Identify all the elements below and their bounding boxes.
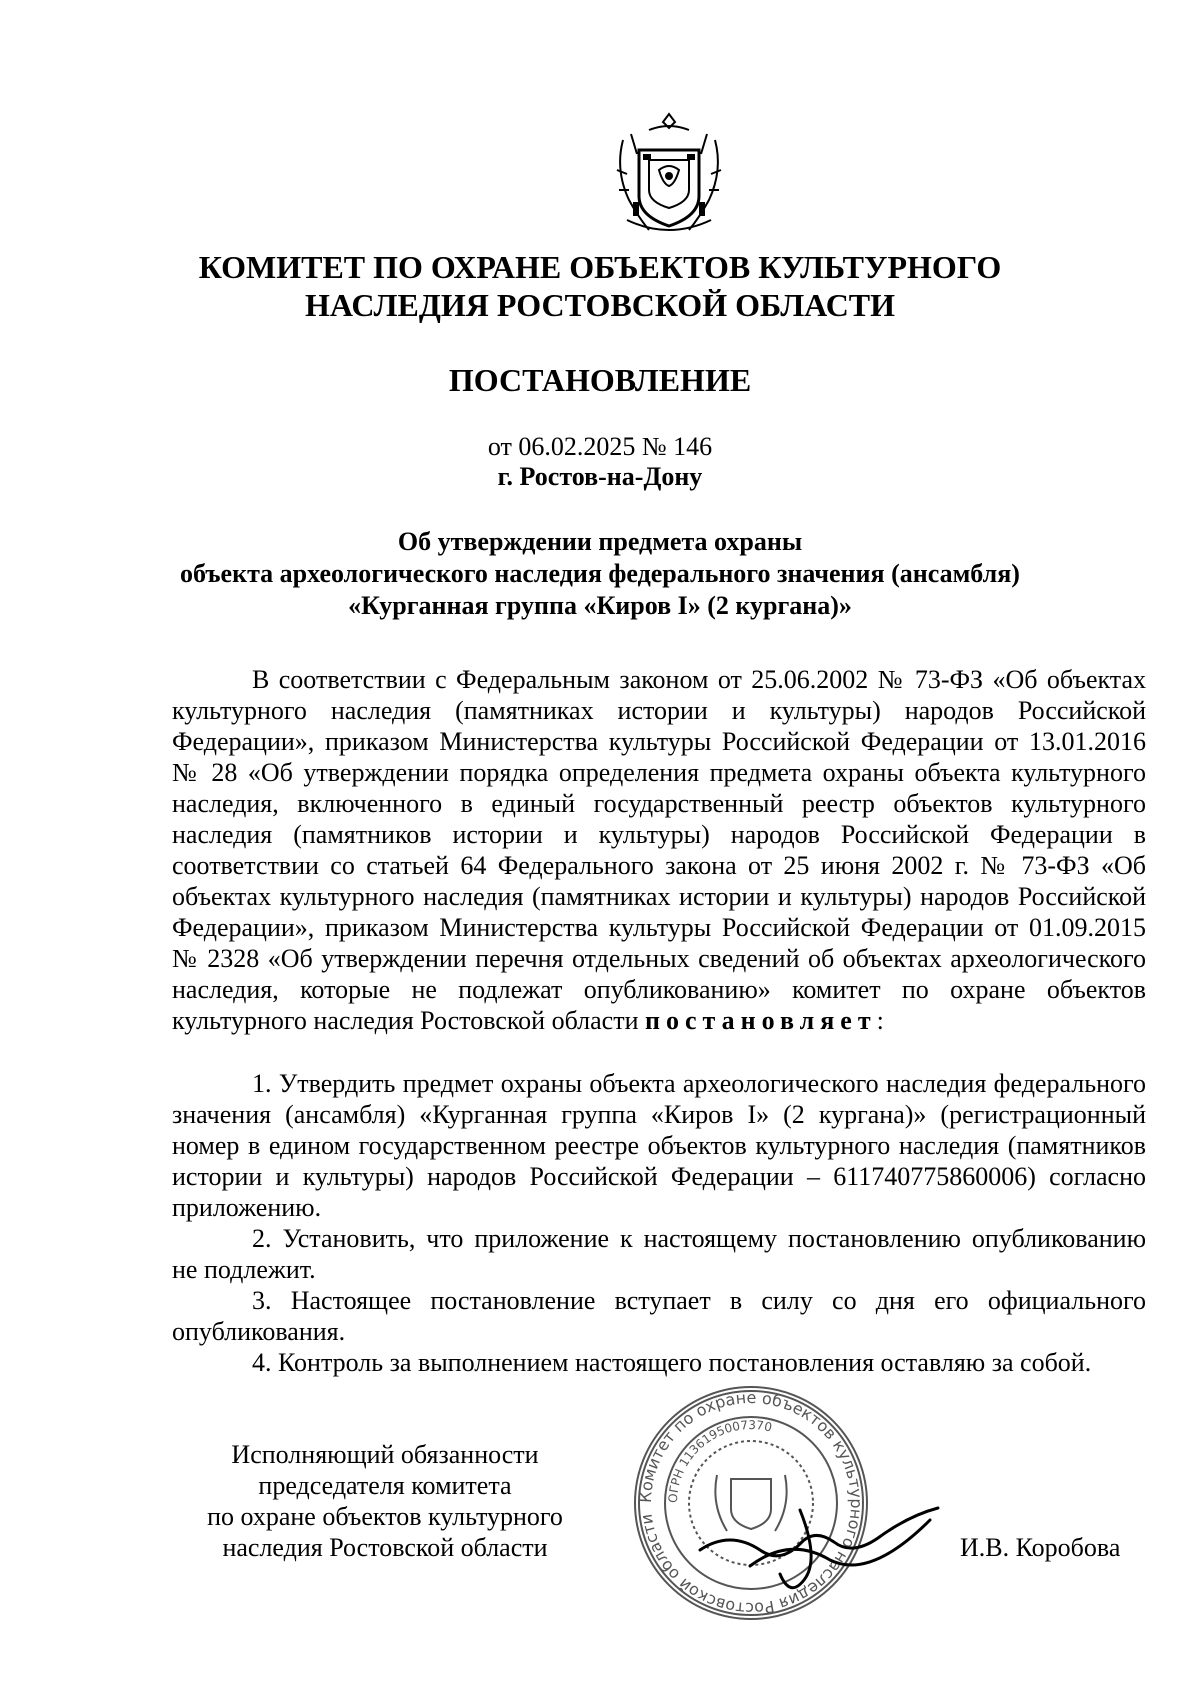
preamble-paragraph (172, 664, 1146, 1036)
org-line-1: КОМИТЕТ ПО ОХРАНЕ ОБЪЕКТОВ КУЛЬТУРНОГО (198, 249, 1002, 285)
decree-item-4: 4. Контроль за выполнением настоящего постановления оставляю за собой. (252, 1348, 1092, 1377)
city: г. Ростов-на-Дону (497, 462, 703, 491)
organization-name (0, 248, 1200, 324)
document-title (0, 526, 1200, 622)
preamble-text: В соответствии с Федеральным законом от 25.06.2002 № 73-ФЗ «Об объектах культурного наследия (памятниках истории и культуры) народов Российской Федерации», приказом Министерства культуры Российской Федерации от 13.01.2016 № 28 «Об утверждении порядка определения предмета охраны объекта культурного наследия, включенного в единый государственный реестр объектов культурного наследия (памятников истории и культуры) народов Российской Федерации в соответствии со статьей 64 Федерального закона от 25 июня 2002 г. № 73-ФЗ «Об объектах культурного наследия (памятниках истории и культуры) народов Российской Федерации», приказом Министерства культуры Российской Федерации от 01.09.2015 № 2328 «Об утверждении перечня отдельных сведений об объектах археологического наследия, которые не подлежат опубликованию» комитет по охране объектов культурного наследия Ростовской области (172, 665, 1146, 1035)
role-line-3: по охране объектов культурного (207, 1502, 563, 1531)
role-line-1: Исполняющий обязанности (231, 1440, 539, 1469)
signatory-role (170, 1439, 600, 1563)
title-line-2: объекта археологического наследия федерального значения (ансамбля) (180, 559, 1020, 588)
signatory-name: И.В. Коробова (960, 1533, 1121, 1562)
decree-item-1: 1. Утвердить предмет охраны объекта археологического наследия федерального значения (ансамбля) «Курганная группа «Киров I» (2 кургана)» (регистрационный номер в едином государственном реестре объектов культурного наследия (памятников истории и культуры) народов Российской Федерации – 611740775860006) согласно приложению. (172, 1069, 1146, 1222)
decree-item-3: 3. Настоящее постановление вступает в силу со дня его официального опубликования. (172, 1286, 1146, 1346)
org-line-2: НАСЛЕДИЯ РОСТОВСКОЙ ОБЛАСТИ (304, 287, 896, 323)
role-line-2: председателя комитета (258, 1471, 512, 1500)
decree-colon: : (876, 1006, 884, 1035)
preamble (172, 664, 1146, 1036)
decree-word: постановляет (645, 1006, 877, 1035)
coat-of-arms-emblem (609, 110, 729, 240)
title-line-3: «Курганная группа «Киров I» (2 кургана)» (348, 591, 852, 620)
seal-inner-text: ОГРН 1136195007370 (665, 1417, 774, 1504)
title-line-1: Об утверждении предмета охраны (397, 527, 803, 556)
document-type: ПОСТАНОВЛЕНИЕ (448, 362, 752, 398)
date-and-number: от 06.02.2025 № 146 (487, 432, 713, 461)
decree-item-2: 2. Установить, что приложение к настоящему постановлению опубликованию не подлежит. (172, 1224, 1146, 1284)
seal-outer-text: Комитет по охране объектов культурного наследия Ростовской области (635, 1387, 867, 1619)
role-line-4: наследия Ростовской области (222, 1533, 548, 1562)
handwritten-signature (690, 1470, 960, 1600)
decree-items (172, 1068, 1146, 1378)
